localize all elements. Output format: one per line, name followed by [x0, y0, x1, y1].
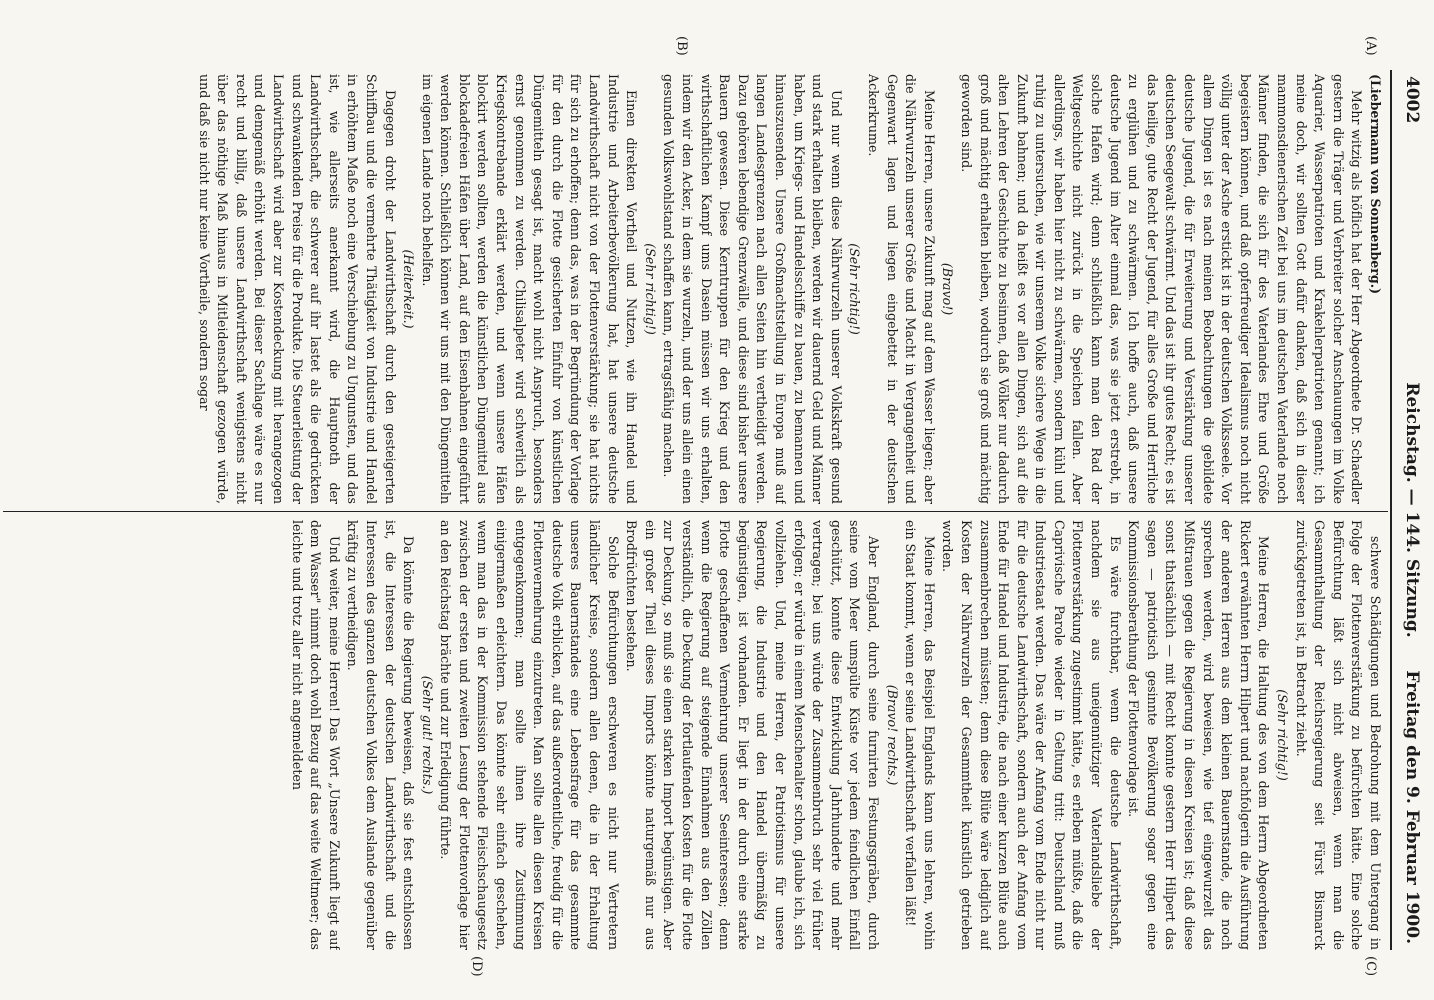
page-header: [1392, 70, 1428, 950]
right-interjection: (Sehr richtig!): [1275, 689, 1291, 781]
margin-mark-a: (A): [1363, 36, 1378, 56]
right-paragraph: Solche Befürchtungen erschweren es nicht nur Vertretern ländlicher Kreise, sondern allen denen, die in der Erhaltung unseres Bauernstandes eine Lebensfrage für das gesammte deutsche Volk erblicken, auf das außerordentliche, freudig für die Flottenvermehrung einzutreten. Man sollte allen diesen Kreisen entgegenkommen; man sollte ihnen ihre Zustimmung einigermaßen erleichtern. Das könnte sehr einfach geschehen, wenn man das in der Kommission stehende Fleischschaugesetz zwischen der ersten und zweiten Lesung der Flottenvorlage hier an den Reichstag brächte und zur Erledigung führte.: [438, 520, 621, 950]
column-divider: [3, 511, 1388, 512]
right-paragraph: Da könnte die Regierung beweisen, daß sie fest entschlossen ist, die Interessen der deutschen Landwirthschaft und die Interessen des ganzen deutschen Volkes dem Auslande gegenüber kräftig zu vertheidigen.: [345, 520, 417, 950]
right-interjection: (Sehr gut! rechts.): [419, 675, 435, 795]
right-paragraph: Meine Herren, die Haltung des von dem Herrn Abgeordneten Rickert erwähnten Herrn Hilpert und nachfolgerin die Ausführung der anderen Herren aus dem kleinen Bauernstande, die noch sprechen werden, wird beweisen, wie tief eingewurzelt das Mißtrauen gegen die Regierung in diesen Kreisen ist; daß diese sonst thatsächlich — mit Recht konnte gestern Herr Hilpert das sagen — patriotisch gesinnte Bevölkerung sogar gegen eine Kommissionsberathung der Flottenvorlage ist.: [1126, 520, 1272, 950]
right-paragraph: Meine Herren, das Beispiel Englands kann uns lehren, wohin ein Staat kommt, wenn er seine Landwirthschaft verfallen läßt!: [903, 520, 937, 950]
left-paragraph: Mehr witzig als höflich hat der Herr Abgeordnete Dr. Schaedler gestern die Träger und Verbreiter solcher Anschauungen im Volke Aquarier, Wasserpatrioten und Krakehlerpatrioten genannt; ich meine doch, wir sollten Gott dafür danken, daß sich in dieser mammonsdienerischen Zeit bei uns im deutschen Vaterlande noch Männer finden, die sich für des Vaterlandes Ehre und Größe begeistern können, und daß opferfreudiger Idealismus noch nicht völlig unter der Asche erstickt ist in der deutschen Volksseele. Vor allem Dingen ist es nach meinen Beobachtungen die gebildete deutsche Jugend, die für Erweiterung und Verstärkung unserer deutschen Seegewalt schwärmt. Und das ist ihr gutes Recht; es ist das heilige, gute Recht der Jugend, für alles Große und Herrliche zu erglühen und zu schwärmen. Ich hoffe auch, daß unsere deutsche Jugend im Alter einmal das, was sie jetzt erstrebt, in solche Hafen wird; denn schließlich kann man den Rad der Weltgeschichte nicht zurück in die Speichen fallen. Aber allerdings, wir haben hier nicht zu schwärmen, sondern kühl und ruhig zu untersuchen, wie wir unserem Volke sichere Wege in die Zukunft bahnen; und da heißt es vor allen Dingen, sich auf die alten Lehren der Geschichte zu besinnen, daß Völker nur dadurch groß und mächtig erhalten bleiben, wodurch sie groß und mächtig geworden sind.: [958, 74, 1365, 504]
right-paragraph: Aber England, durch seine furnirten Festungsgräben, durch seine vom Meer umspülte Küste vor jedem feindlichen Einfall geschützt, konnte diese Entwicklung Jahrhunderte und mehr vertragen; bei uns würde der Zusammenbruch sehr viel früher erfolgen; er würde in einem Menschenalter schon, glaube ich, sich vollziehen. Und, meine Herren, der Patriotismus für unsere Regierung, die Industrie und den Handel übermäßig zu begünstigen, ist vorhanden. Er liegt in der durch eine starke Flotte geschaffenen Vermehrung unserer Seeinteressen; denn wenn die Regierung auf steigende Einnahmen aus den Zöllen verständlich, die Deckung der fortlaufenden Kosten für die Flotte zur Deckung, so muß sie einen starken Import begünstigen. Aber ein großer Theil dieses Imports könnte naturgemäß nur aus Brodfrüchten bestehen.: [624, 520, 881, 950]
left-interjection: (Sehr richtig!): [642, 243, 658, 335]
speaker-name: (Liebermann von Sonnenberg.): [1368, 74, 1383, 295]
page-title: Reichstag. — 144. Sitzung.: [1402, 382, 1422, 638]
page-date: Freitag den 9. Februar 1900.: [1402, 670, 1422, 944]
margin-mark-d: (D): [469, 956, 484, 977]
page-content: [0, 36, 1434, 977]
right-paragraph: Es wäre furchtbar, wenn die deutsche Landwirthschaft, nachdem sie aus uneigennütziger Vaterlandsliebe der Flottenverstärkung zugestimmt hätte, es erleben müßte, daß die Caprivische Parole wieder in Geltung tritt: Deutschland muß Industriestaat werden. Das wäre der Anfang vom Ende nicht nur für die deutsche Landwirthschaft, sondern auch der Anfang vom Ende für Handel und Industrie, die nach einer kurzen Blüte auch zusammenbrechen müssten; denn diese Blüte wäre lediglich auf Kosten der Nährwurzeln der Gesammtheit künstlich getrieben worden.: [940, 520, 1123, 950]
right-paragraph: schwere Schädigungen und Bedrohung mit dem Untergang in Folge der Flottenverstärkung zu befürchten hätte. Eine solche Befürchtung läßt sich nicht abweisen, wenn man die Gesammthaltung der Reichsregierung seit Fürst Bismarck zurückgetreten ist, in Betracht zieht.: [1293, 520, 1383, 950]
margin-mark-c: (C): [1363, 956, 1378, 977]
right-column: [4, 520, 1384, 950]
margin-mark-b: (B): [674, 36, 689, 56]
right-paragraph: Und weiter, meine Herren! Das Wort „Unsere Zukunft liegt auf dem Wasser" nimmt doch wohl Bezug auf das weite Weltmeer; das leichte und trotz aller nicht angemeldeten: [289, 520, 342, 950]
left-interjection: (Bravo!): [940, 262, 956, 316]
left-paragraph: Dagegen droht der Landwirthschaft durch den gesteigerten Schiffbau und die vermehrte Thätigkeit von Industrie und Handel in erhöhtem Maße noch eine Verschiebung zu Ungunsten, und das ist, wie allerseits anerkannt wird, die Hauptnoth der Landwirthschaft, die schwerer auf ihr lastet als die gedrückten und schwankenden Preise für die Produkte. Die Steuerleistung der Landwirthschaft wird aber zur Kostendeckung mit herangezogen und demgemäß erhöht werden. Bei dieser Sachlage wäre es nur recht und billig, daß unsere Landwirthschaft wenigstens nicht über das nöthige Maß hinaus in Mitleidenschaft gezogen würde, und daß sie nicht nur keine Vortheile, sondern sogar: [196, 74, 398, 504]
page-number: 4002: [1402, 76, 1422, 124]
left-paragraph: Meine Herren, unsere Zukunft mag auf dem Wasser liegen; aber die Nährwurzeln unserer Größe und Macht in Vergangenheit und Gegenwart lagen und liegen eingebettet in der deutschen Ackerkrume.: [865, 74, 937, 504]
left-interjection: (Sehr richtig!): [847, 243, 863, 335]
left-column: [4, 74, 1384, 504]
header-rule: [1390, 70, 1392, 950]
left-paragraph: Einen direkten Vortheil und Nutzen, wie ihn Handel und Industrie und Arbeiterbevölkerung hat, hat unsere deutsche Landwirthschaft nicht von der Flottenverstärkung; sie hat nichts für sich zu erhoffen; denn das, was in der Begründung der Vorlage für den durch die Flotte gesicherten Einfuhr von künstlichen Düngemitteln gesagt ist, macht wohl nicht Anspruch, besonders ernst genommen zu werden. Chilisalpeter wird schwerlich als Kriegskontrebande erklärt werden, und wenn unsere Häfen blockirt werden sollten, werden die künstlichen Düngemittel aus blockadefreien Häfen über Land, auf den Eisenbahnen eingeführt werden können. Schließlich können wir uns mit den Düngemitteln im eigenen Lande noch behelfen.: [419, 74, 640, 504]
right-interjection: (Bravo! rechts.): [884, 684, 900, 786]
left-interjection: (Heiterkeit.): [401, 249, 417, 329]
left-paragraph: Und nur wenn diese Nährwurzeln unserer Volkskraft gesund und stark erhalten bleiben, werden wir dauernd Geld und Männer haben, um Kriegs- und Handelsschiffe zu bauen, zu bemannen und hinauszusenden. Unsere Großmachtstellung in Europa muß auf langen Landesgrenzen nach allen Seiten hin vertheidigt werden. Dazu gehören lebendige Grenzwälle, und diese sind bisher unsere Bauern gewesen. Diese Kerntruppen für den Krieg und den wirthschaftlichen Kampf ums Dasein müssen wir uns erhalten, indem wir den Acker, in dem sie wurzeln, und der uns allein einen gesunden Volkswohlstand schaffen kann, ertragsfähig machen.: [661, 74, 844, 504]
